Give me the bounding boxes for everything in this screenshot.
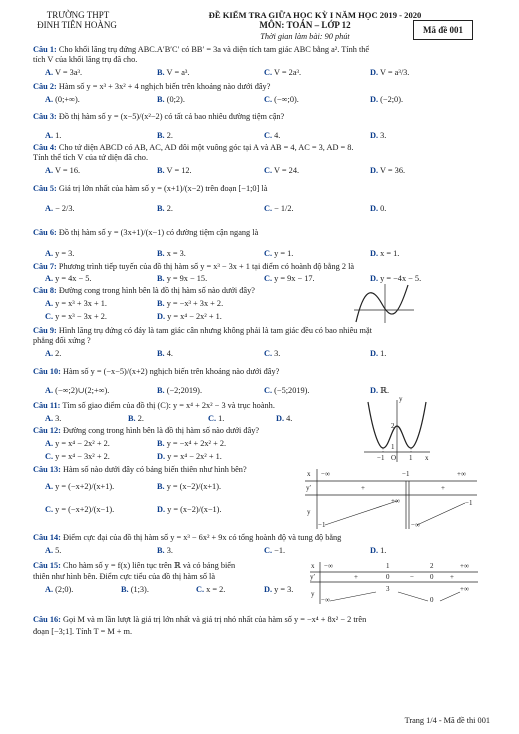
- q9-answer-a[interactable]: A. 2.: [45, 349, 62, 358]
- q2-answer-b[interactable]: B. (0;2).: [157, 95, 185, 104]
- q5-answer-a[interactable]: A. − 2/3.: [45, 204, 75, 213]
- q10-answer-a[interactable]: A. (−∞;2)∪(2;+∞).: [45, 386, 110, 395]
- page-footer: Trang 1/4 - Mã đề thi 001: [404, 716, 490, 725]
- q2-answer-d[interactable]: D. (−2;0).: [370, 95, 404, 104]
- q2-answer-a[interactable]: A. (0;+∞).: [45, 95, 80, 104]
- code-label: Mã đề 001: [423, 25, 463, 35]
- q1-answer-b[interactable]: B. V = a³.: [157, 68, 190, 77]
- q14-answer-a[interactable]: A. 5.: [45, 546, 62, 555]
- q14-answer-b[interactable]: B. 3.: [157, 546, 173, 555]
- q11-answer-c[interactable]: C. 1.: [208, 414, 225, 423]
- q12-answer-a[interactable]: A. y = x⁴ − 2x² + 2.: [45, 439, 110, 448]
- q8-graph: [352, 282, 416, 324]
- question-7: Câu 7: Phương trình tiếp tuyến của đồ thị hàm số y = x³ − 3x + 1 tại điểm có hoành độ bằng 2 là: [33, 262, 355, 271]
- question-4: Câu 4: Cho tứ diện ABCD có AB, AC, AD đôi một vuông góc tại A và AB = 4, AC = 3, AD = 8.: [33, 143, 354, 152]
- q10-answer-d[interactable]: D. ℝ.: [370, 386, 390, 395]
- q9-answer-b[interactable]: B. 4.: [157, 349, 173, 358]
- question-3: Câu 3: Đồ thị hàm số y = (x−5)/(x²−2) có tất cả bao nhiêu đường tiệm cận?: [33, 112, 285, 121]
- code-box: [413, 20, 473, 40]
- q12-answer-c[interactable]: C. y = x⁴ − 3x² + 2.: [45, 452, 110, 461]
- q13-variation-table: x y′ y −∞ −1 +∞ + + +∞ −1 −1 −∞: [306, 470, 473, 529]
- q11-answer-b[interactable]: B. 2.: [128, 414, 144, 423]
- question-15: Câu 15: Cho hàm số y = f(x) liên tục trên ℝ và có bảng biến: [33, 561, 236, 570]
- q6-answer-d[interactable]: D. x = 1.: [370, 249, 400, 258]
- q7-answer-d[interactable]: D. y = −4x − 5.: [370, 274, 422, 283]
- question-14: Câu 14: Điểm cực đại của đồ thị hàm số y = x³ − 6x² + 9x có tổng hoành độ và tung độ bằng: [33, 533, 342, 542]
- question-10: Câu 10: Hàm số y = (−x−5)/(x+2) nghịch biến trên khoảng nào dưới đây?: [33, 367, 280, 376]
- q3-answer-b[interactable]: B. 2.: [157, 131, 173, 140]
- question-8: Câu 8: Đường cong trong hình bên là đồ thị hàm số nào dưới đây?: [33, 286, 255, 295]
- q13-answer-a[interactable]: A. y = (−x+2)/(x+1).: [45, 482, 115, 491]
- question-6: Câu 6: Đồ thị hàm số y = (3x+1)/(x−1) có đường tiệm cận ngang là: [33, 228, 259, 237]
- school-name-2: ĐINH TIÊN HOÀNG: [37, 20, 117, 30]
- q8-answer-b[interactable]: B. y = −x³ + 3x + 2.: [157, 299, 224, 308]
- q8-answer-a[interactable]: A. y = x³ + 3x + 1.: [45, 299, 107, 308]
- q1-answer-a[interactable]: A. V = 3a³.: [45, 68, 83, 77]
- question-16: Câu 16: Gọi M và m lần lượt là giá trị lớn nhất và giá trị nhỏ nhất của hàm số y = −x⁴ + 8x² − 2 trên: [33, 615, 367, 624]
- question-5: Câu 5: Giá trị lớn nhất của hàm số y = (x+1)/(x−2) trên đoạn [−1;0] là: [33, 184, 268, 193]
- q4-answer-d[interactable]: D. V = 36.: [370, 166, 406, 175]
- q15-answer-c[interactable]: C. x = 2.: [196, 585, 226, 594]
- q1-answer-c[interactable]: C. V = 2a³.: [264, 68, 302, 77]
- q7-answer-c[interactable]: C. y = 9x − 17.: [264, 274, 315, 283]
- q13-answer-c[interactable]: C. y = (−x+2)/(x−1).: [45, 505, 115, 514]
- q12-answer-b[interactable]: B. y = −x⁴ + 2x² + 2.: [157, 439, 227, 448]
- question-1: Câu 1: Cho khối lăng trụ đứng ABC.A′B′C′ có BB′ = 3a và diện tích tam giác ABC bằng a². Tính thể: [33, 45, 370, 54]
- q5-answer-d[interactable]: D. 0.: [370, 204, 387, 213]
- q2-answer-c[interactable]: C. (−∞;0).: [264, 95, 299, 104]
- q4-answer-b[interactable]: B. V = 12.: [157, 166, 192, 175]
- question-12: Câu 12: Đường cong trong hình bên là đồ thị hàm số nào dưới đây?: [33, 426, 260, 435]
- q7-answer-a[interactable]: A. y = 4x − 5.: [45, 274, 92, 283]
- question-11: Câu 11: Tìm số giao điểm của đồ thị (C): y = x⁴ + 2x² − 3 và trục hoành.: [33, 401, 275, 410]
- q7-answer-b[interactable]: B. y = 9x − 15.: [157, 274, 208, 283]
- q1-answer-d[interactable]: D. V = a³/3.: [370, 68, 410, 77]
- q13-answer-b[interactable]: B. y = (x−2)/(x+1).: [157, 482, 222, 491]
- q5-answer-b[interactable]: B. 2.: [157, 204, 173, 213]
- q8-answer-c[interactable]: C. y = x³ − 3x + 2.: [45, 312, 107, 321]
- q15-variation-table: x y′ y −∞ 1 2 +∞ + 0 − 0 + −∞ 3 0 +∞: [310, 562, 469, 604]
- exam-subject: MÔN: TOÁN – LỚP 12: [259, 20, 351, 30]
- q11-answer-d[interactable]: D. 4.: [276, 414, 293, 423]
- q15-answer-a[interactable]: A. (2;0).: [45, 585, 74, 594]
- q11-answer-a[interactable]: A. 3.: [45, 414, 62, 423]
- question-13: Câu 13: Hàm số nào dưới đây có bảng biến thiên như hình bên?: [33, 465, 247, 474]
- q8-answer-d[interactable]: D. y = x⁴ − 2x² + 1.: [157, 312, 222, 321]
- q5-answer-c[interactable]: C. − 1/2.: [264, 204, 294, 213]
- q3-answer-d[interactable]: D. 3.: [370, 131, 387, 140]
- q6-answer-c[interactable]: C. y = 1.: [264, 249, 294, 258]
- q3-answer-a[interactable]: A. 1.: [45, 131, 62, 140]
- q9-answer-d[interactable]: D. 1.: [370, 349, 387, 358]
- q6-answer-a[interactable]: A. y = 3.: [45, 249, 75, 258]
- q4-answer-a[interactable]: A. V = 16.: [45, 166, 81, 175]
- q12-answer-d[interactable]: D. y = x⁴ − 2x² + 1.: [157, 452, 222, 461]
- question-4-line2: Tính thể tích V của tứ diện đã cho.: [33, 153, 149, 162]
- exam-time: Thời gian làm bài: 90 phút: [260, 32, 350, 41]
- q9-answer-c[interactable]: C. 3.: [264, 349, 281, 358]
- school-name: TRƯỜNG THPT: [46, 10, 110, 20]
- question-9: Câu 9: Hình lăng trụ đứng có đáy là tam giác cân nhưng không phải là tam giác đều có bao nhiêu mặt: [33, 326, 372, 335]
- q13-answer-d[interactable]: D. y = (x−2)/(x−1).: [157, 505, 222, 514]
- q14-answer-d[interactable]: D. 1.: [370, 546, 387, 555]
- q4-answer-c[interactable]: C. V = 24.: [264, 166, 300, 175]
- q15-answer-b[interactable]: B. (1;3).: [121, 585, 149, 594]
- q14-answer-c[interactable]: C. −1.: [264, 546, 286, 555]
- question-9-line2: phẳng đối xứng ?: [33, 336, 91, 345]
- exam-title: ĐỀ KIỂM TRA GIỮA HỌC KỲ I NĂM HỌC 2019 - 2020: [208, 10, 422, 20]
- q6-answer-b[interactable]: B. x = 3.: [157, 249, 186, 258]
- q10-answer-b[interactable]: B. (−2;2019).: [157, 386, 203, 395]
- q10-answer-c[interactable]: C. (−5;2019).: [264, 386, 310, 395]
- question-2: Câu 2: Hàm số y = x³ + 3x² + 4 nghịch biến trên khoảng nào dưới đây?: [33, 82, 271, 91]
- question-15-line2: thiên như hình bên. Điểm cực tiểu của đồ thị hàm số là: [33, 572, 216, 581]
- question-16-line2: đoạn [−3;1]. Tính T = M + m.: [33, 627, 133, 636]
- question-1-line2: tích V của khối lăng trụ đã cho.: [33, 55, 138, 64]
- q15-answer-d[interactable]: D. y = 3.: [264, 585, 294, 594]
- q3-answer-c[interactable]: C. 4.: [264, 131, 281, 140]
- q12-graph: y x 2 1 −1 O 1: [362, 398, 432, 466]
